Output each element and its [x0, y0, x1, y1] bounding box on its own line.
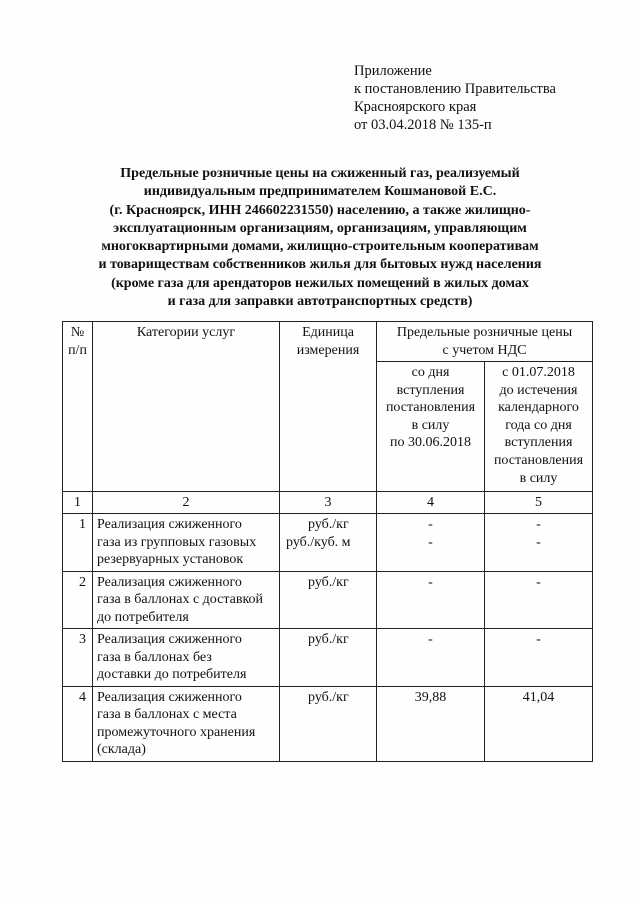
header-period-2: с 01.07.2018 до истечения календарного года со дня вступления постановления в силу [485, 362, 593, 492]
title-line: индивидуальным предпринимателем Кошмановой Е.С. [143, 184, 497, 200]
column-index: 4 [377, 492, 485, 514]
title-line: (кроме газа для арендаторов нежилых помещений в жилых домах [111, 275, 529, 291]
row-unit: руб./кг [280, 571, 377, 629]
title-line: многоквартирными домами, жилищно-строительным кооперативам [101, 239, 539, 255]
header-category: Категории услуг [93, 322, 280, 492]
column-index: 1 [63, 492, 93, 514]
row-price-period-1: 39,88 [377, 686, 485, 761]
table-row [63, 629, 593, 687]
row-price-period-2: 41,04 [485, 686, 593, 761]
title-line: Предельные розничные цены на сжиженный газ, реализуемый [120, 166, 520, 181]
document-title [60, 165, 580, 311]
row-number: 2 [63, 571, 93, 629]
row-price-period-2: - - [485, 514, 593, 572]
column-index: 2 [93, 492, 280, 514]
row-price-period-2: - [485, 571, 593, 629]
row-number: 1 [63, 514, 93, 572]
title-line: и товариществам собственников жилья для бытовых нужд населения [98, 257, 542, 273]
title-line: и газа для заправки автотранспортных средств) [167, 294, 473, 310]
appendix-line: к постановлению Правительства [354, 81, 556, 97]
table-row [63, 571, 593, 629]
column-index: 3 [280, 492, 377, 514]
header-prices: Предельные розничные цены с учетом НДС [377, 322, 593, 362]
row-number: 3 [63, 629, 93, 687]
appendix-line: Приложение [354, 63, 432, 79]
row-price-period-1: - [377, 629, 485, 687]
row-unit: руб./кг руб./куб. м [280, 514, 377, 572]
title-line: эксплуатационным организациям, организациям, управляющим [113, 220, 527, 236]
table-row [63, 514, 593, 572]
header-row [63, 322, 593, 362]
row-unit: руб./кг [280, 629, 377, 687]
title-line: (г. Красноярск, ИНН 246602231550) населению, а также жилищно- [109, 202, 531, 218]
row-price-period-1: - [377, 571, 485, 629]
row-category: Реализация сжиженного газа в баллонах без доставки до потребителя [93, 629, 280, 687]
table-row [63, 686, 593, 761]
column-index: 5 [485, 492, 593, 514]
appendix-line: Красноярского края [354, 99, 477, 115]
row-category: Реализация сжиженного газа в баллонах с доставкой до потребителя [93, 571, 280, 629]
row-number: 4 [63, 686, 93, 761]
appendix-note [354, 62, 556, 134]
header-num: № п/п [63, 322, 93, 492]
row-unit: руб./кг [280, 686, 377, 761]
appendix-line: от 03.04.2018 № 135-п [354, 117, 492, 133]
row-category: Реализация сжиженного газа в баллонах с места промежуточного хранения (склада) [93, 686, 280, 761]
row-category: Реализация сжиженного газа из групповых газовых резервуарных установок [93, 514, 280, 572]
price-table [62, 321, 593, 762]
header-unit: Единица измерения [280, 322, 377, 492]
column-index-row [63, 492, 593, 514]
header-period-1: со дня вступления постановления в силу по 30.06.2018 [377, 362, 485, 492]
row-price-period-2: - [485, 629, 593, 687]
row-price-period-1: - - [377, 514, 485, 572]
